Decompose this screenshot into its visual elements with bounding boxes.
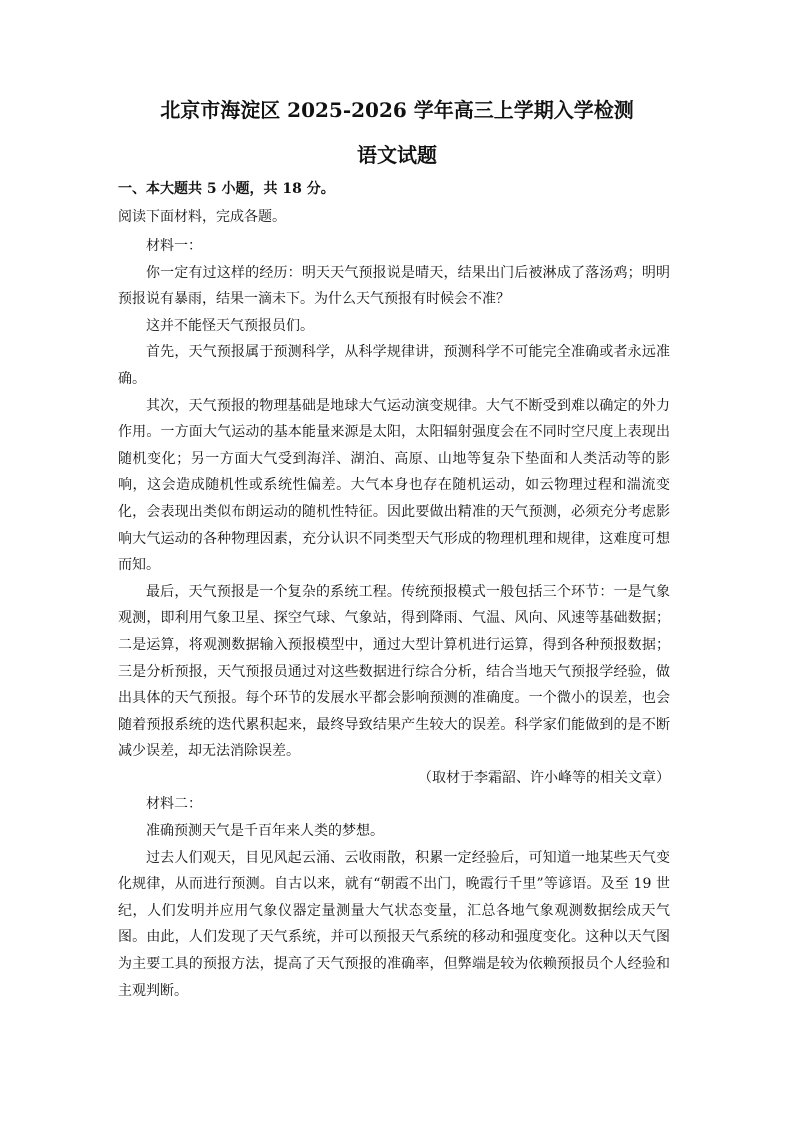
material1-paragraph: 你一定有过这样的经历：明天天气预报说是晴天，结果出门后被淋成了落汤鸡；明明预报说有暴雨，结果一滴未下。为什么天气预报有时候会不准？: [118, 264, 670, 308]
material1-paragraph: 最后，天气预报是一个复杂的系统工程。传统预报模式一般包括三个环节：一是气象观测，即利用气象卫星、探空气球、气象站，得到降雨、气温、风向、风速等基础数据；二是运算，将观测数据输入预报模型中，通过大型计算机进行运算，得到各种预报数据；三是分析预报，天气预报员通过对这些数据进行综合分析，结合当地天气预报学经验，做出具体的天气预报。每个环节的发展水平都会影响预测的准确度。一个微小的误差，也会随着预报系统的迭代累积起来，最终导致结果产生较大的误差。科学家们能做到的是不断减少误差，却无法消除误差。: [118, 583, 670, 760]
material1-source: （取材于李霜韶、许小峰等的相关文章）: [418, 769, 670, 786]
section-heading: 一、本大题共 5 小题，共 18 分。: [118, 181, 335, 197]
material1-label: 材料一：: [146, 238, 202, 254]
exam-title: 北京市海淀区 2025-2026 学年高三上学期入学检测: [160, 98, 634, 122]
material2-paragraph: 过去人们观天，目见风起云涌、云收雨散，积累一定经验后，可知道一地某些天气变化规律，从而进行预测。自古以来，就有“朝霞不出门，晚霞行千里”等谚语。及至 19 世纪，人们发明并应用气象仪器定量测量大气状态变量，汇总各地气象观测数据绘成天气图。由此，人们发现了天气系统，并可以预报天气系统的移动和强度变化。这种以天气图为主要工具的预报方法，提高了天气预报的准确率，但弊端是较为依赖预报员个人经验和主观判断。: [118, 849, 670, 999]
material1-paragraph: 这并不能怪天气预报员们。: [146, 317, 314, 334]
section-instruction: 阅读下面材料，完成各题。: [118, 209, 286, 225]
material1-paragraph: 其次，天气预报的物理基础是地球大气运动演变规律。大气不断受到难以确定的外力作用。一方面大气运动的基本能量来源是太阳，太阳辐射强度会在不同时空尺度上表现出随机变化；另一方面大气受到海洋、湖泊、高原、山地等复杂下垫面和人类活动等的影响，这会造成随机性或系统性偏差。大气本身也存在随机运动，如云物理过程和湍流变化，会表现出类似布朗运动的随机性特征。因此要做出精准的天气预测，必须充分考虑影响大气运动的各种物理因素，充分认识不同类型天气形成的物理机理和规律，这难度可想而知。: [118, 397, 670, 574]
material1-paragraph: 首先，天气预报属于预测科学，从科学规律讲，预测科学不可能完全准确或者永远准确。: [118, 344, 670, 387]
material2-paragraph: 准确预测天气是千百年来人类的梦想。: [146, 823, 384, 840]
material2-label: 材料二：: [146, 796, 202, 813]
exam-subject: 语文试题: [357, 143, 437, 167]
reading-materials: [118, 233, 670, 1004]
